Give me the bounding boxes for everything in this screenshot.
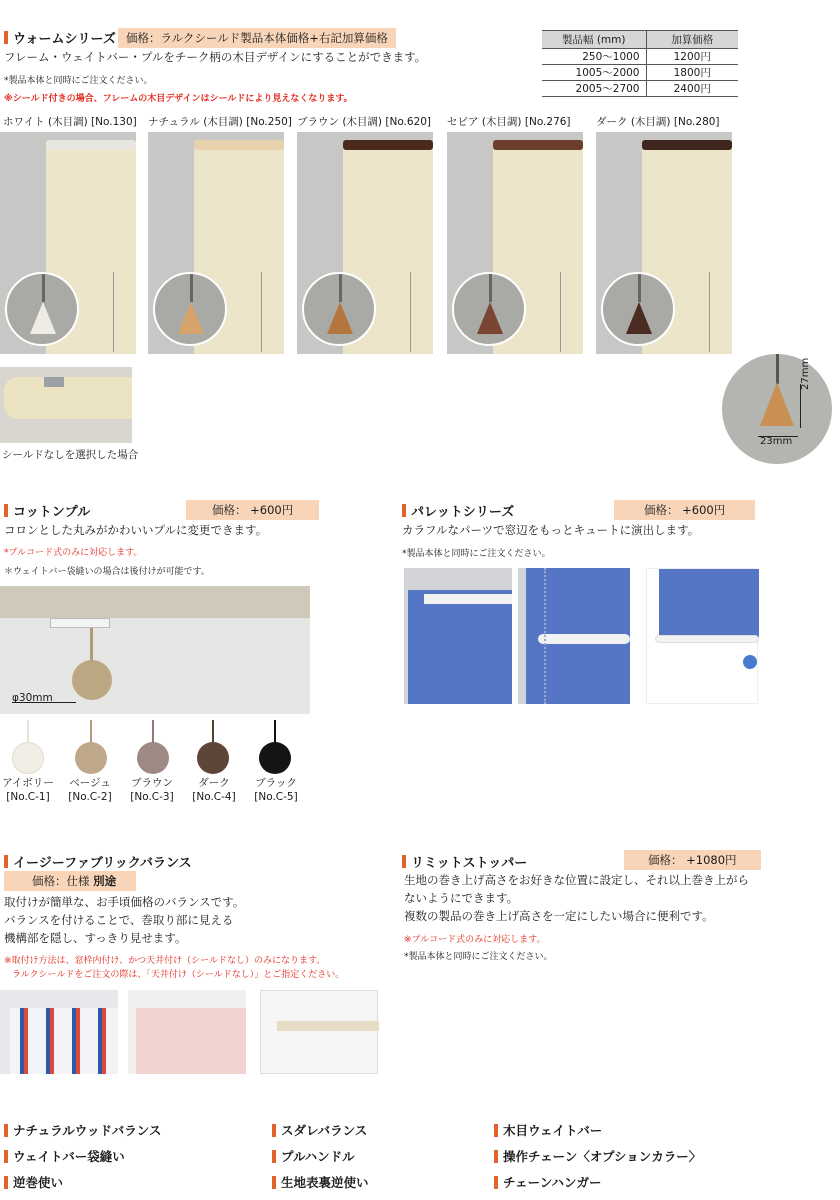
pull-closeup bbox=[153, 272, 227, 346]
ball-dark bbox=[197, 742, 229, 774]
pull-cord bbox=[410, 272, 411, 352]
palette-series-price: 価格： +600円 bbox=[614, 500, 755, 520]
wood-valance bbox=[277, 1021, 379, 1031]
table-row bbox=[542, 81, 738, 97]
footer-item: ウェイトバー袋縫い bbox=[4, 1147, 125, 1165]
ball-label-ivory: アイボリー [No.C-1] bbox=[2, 777, 54, 803]
pull-closeup bbox=[5, 272, 79, 346]
shade-fabric bbox=[0, 586, 310, 618]
easy-valance-desc2: バランスを付けることで、巻取り部に見える bbox=[4, 913, 234, 927]
easy-valance-desc3: 機構部を隠し、すっきり見せます。 bbox=[4, 931, 187, 945]
table-header-width: 製品幅 (mm) bbox=[542, 31, 646, 49]
easy-valance-title: イージーファブリックバランス bbox=[13, 856, 192, 871]
warm-series-desc: フレーム・ウェイトバー・プルをチーク柄の木目デザインにすることができます。 bbox=[4, 50, 427, 64]
frame-rail bbox=[343, 140, 433, 150]
limit-stopper-price: 価格： +1080円 bbox=[624, 850, 761, 870]
color-caption-natural: ナチュラル (木目調) [No.250] bbox=[148, 116, 292, 128]
ball-beige bbox=[75, 742, 107, 774]
palette-series-heading bbox=[402, 501, 514, 520]
color-caption-dark: ダーク (木目調) [No.280] bbox=[596, 116, 720, 128]
cotton-pull-title: コットンプル bbox=[13, 505, 91, 520]
pull-closeup bbox=[452, 272, 526, 346]
ball-label-black: ブラック [No.C-5] bbox=[254, 777, 298, 803]
photo-natural bbox=[148, 132, 284, 354]
white-rail bbox=[424, 594, 512, 604]
footer-item: 木目ウェイトバー bbox=[494, 1121, 602, 1139]
price-value: 別途 bbox=[93, 874, 117, 888]
wood-pull bbox=[760, 382, 794, 426]
pull-cord bbox=[113, 272, 114, 352]
pull-stem bbox=[776, 354, 779, 384]
heading-marker bbox=[4, 855, 8, 868]
bracket bbox=[44, 377, 64, 387]
palette-photo-3 bbox=[646, 568, 758, 704]
heading-marker bbox=[402, 855, 406, 868]
footer-item: スダレバランス bbox=[272, 1121, 367, 1139]
pull-height-label: 27mm bbox=[800, 357, 811, 390]
weight-bar bbox=[655, 635, 759, 643]
warm-series-price: 価格：ラルクシールド製品本体価格+右記加算価格 bbox=[118, 28, 396, 48]
boat-pattern-fabric bbox=[10, 1008, 118, 1074]
table-row bbox=[542, 49, 738, 65]
dim-line-vertical bbox=[800, 384, 801, 428]
table-cell: 2005～2700 bbox=[542, 81, 646, 97]
ball-brown bbox=[137, 742, 169, 774]
weight-bar bbox=[50, 618, 110, 628]
pull-closeup bbox=[601, 272, 675, 346]
pull-closeup bbox=[302, 272, 376, 346]
pull-dimension-photo bbox=[722, 354, 832, 464]
pull-cord bbox=[90, 628, 93, 664]
frame-rail bbox=[493, 140, 583, 150]
paw-pull-icon bbox=[743, 655, 757, 669]
warm-series-warning: ※シールド付きの場合、フレームの木目デザインはシールドにより見えなくなります。 bbox=[4, 94, 353, 104]
frame-rail bbox=[642, 140, 732, 150]
table-row bbox=[542, 65, 738, 81]
valance-photo-plain bbox=[260, 990, 378, 1074]
pull-cord bbox=[261, 272, 262, 352]
cotton-pull-price: 価格： +600円 bbox=[186, 500, 319, 520]
valance-photo-floral bbox=[128, 990, 246, 1074]
palette-series-desc: カラフルなパーツで窓辺をもっとキュートに演出します。 bbox=[402, 523, 700, 537]
table-cell: 2400円 bbox=[646, 81, 738, 97]
photo-white bbox=[0, 132, 136, 354]
easy-valance-note2: ラルクシールドをご注文の際は、「天井付け（シールドなし）」とご指定ください。 bbox=[12, 970, 345, 980]
valance-photo-boats bbox=[0, 990, 118, 1074]
easy-valance-desc1: 取付けが簡単な、お手頃価格のバランスです。 bbox=[4, 895, 245, 909]
no-shield-caption: シールドなしを選択した場合 bbox=[2, 449, 139, 461]
footer-item: ナチュラルウッドバランス bbox=[4, 1121, 161, 1139]
palette-series-note: *製品本体と同時にご注文ください。 bbox=[402, 549, 551, 559]
diameter-label: φ30mm bbox=[12, 692, 53, 704]
photo-dark bbox=[596, 132, 732, 354]
chain bbox=[544, 568, 546, 704]
footer-item: 逆巻使い bbox=[4, 1173, 63, 1191]
palette-photo-2 bbox=[518, 568, 630, 704]
table-cell: 1800円 bbox=[646, 65, 738, 81]
cotton-ball bbox=[72, 660, 112, 700]
blue-shade bbox=[659, 569, 759, 637]
table-cell: 1005～2000 bbox=[542, 65, 646, 81]
weight-bar bbox=[538, 634, 630, 644]
palette-photo-1 bbox=[404, 568, 512, 704]
easy-valance-price bbox=[4, 871, 136, 891]
floral-fabric bbox=[136, 1008, 246, 1074]
ball-label-brown: ブラウン [No.C-3] bbox=[130, 777, 174, 803]
ball-black bbox=[259, 742, 291, 774]
heading-marker bbox=[402, 504, 406, 517]
pull-cord bbox=[709, 272, 710, 352]
easy-valance-heading bbox=[4, 852, 192, 871]
pull-width-label: 23mm bbox=[760, 436, 793, 447]
pull-cord bbox=[560, 272, 561, 352]
price-label: 価格：仕様 bbox=[32, 874, 90, 888]
no-shield-photo bbox=[0, 367, 132, 443]
cotton-pull-desc: コロンとした丸みがかわいいプルに変更できます。 bbox=[4, 523, 268, 537]
warm-series-heading bbox=[4, 28, 116, 47]
limit-stopper-desc1: 生地の巻き上げ高さをお好きな位置に設定し、それ以上巻き上がら bbox=[404, 873, 749, 887]
frame-rail bbox=[194, 140, 284, 150]
color-caption-brown: ブラウン (木目調) [No.620] bbox=[297, 116, 432, 128]
cotton-pull-note: *プルコード式のみに対応します。 bbox=[4, 548, 143, 558]
heading-marker bbox=[4, 504, 8, 517]
warm-price-table bbox=[542, 30, 738, 97]
palette-series-title: パレットシリーズ bbox=[411, 505, 515, 520]
warm-series-note: *製品本体と同時にご注文ください。 bbox=[4, 76, 153, 86]
limit-stopper-desc2: ないようにできます。 bbox=[404, 891, 519, 905]
cotton-pull-note2: ＊ウェイトバー袋縫いの場合は後付けが可能です。 bbox=[4, 567, 210, 577]
heading-marker bbox=[4, 31, 8, 44]
frame-rail bbox=[46, 140, 136, 150]
limit-stopper-desc3: 複数の製品の巻き上げ高さを一定にしたい場合に便利です。 bbox=[404, 909, 714, 923]
blue-shade bbox=[408, 590, 512, 704]
photo-brown bbox=[297, 132, 433, 354]
limit-stopper-note1: ※プルコード式のみに対応します。 bbox=[404, 935, 546, 945]
table-header-price: 加算価格 bbox=[646, 31, 738, 49]
limit-stopper-heading bbox=[402, 852, 527, 871]
footer-item: チェーンハンガー bbox=[494, 1173, 602, 1191]
roller-tube bbox=[4, 377, 132, 419]
table-cell: 1200円 bbox=[646, 49, 738, 65]
footer-item: 生地表裏逆使い bbox=[272, 1173, 369, 1191]
ball-label-dark: ダーク [No.C-4] bbox=[192, 777, 236, 803]
footer-item: 操作チェーン〈オプションカラー〉 bbox=[494, 1147, 701, 1165]
easy-valance-note1: ※取付け方法は、窓枠内付け、かつ天井付け（シールドなし）のみになります。 bbox=[4, 956, 326, 966]
photo-sepia bbox=[447, 132, 583, 354]
ball-label-beige: ベージュ [No.C-2] bbox=[68, 777, 112, 803]
table-cell: 250～1000 bbox=[542, 49, 646, 65]
warm-series-title: ウォームシリーズ bbox=[13, 32, 116, 47]
footer-item: プルハンドル bbox=[272, 1147, 355, 1165]
color-caption-sepia: セピア (木目調) [No.276] bbox=[447, 116, 571, 128]
limit-stopper-note2: *製品本体と同時にご注文ください。 bbox=[404, 952, 553, 962]
limit-stopper-title: リミットストッパー bbox=[411, 856, 528, 871]
ball-ivory bbox=[12, 742, 44, 774]
color-caption-white: ホワイト (木目調) [No.130] bbox=[3, 116, 137, 128]
cotton-pull-heading bbox=[4, 501, 90, 520]
